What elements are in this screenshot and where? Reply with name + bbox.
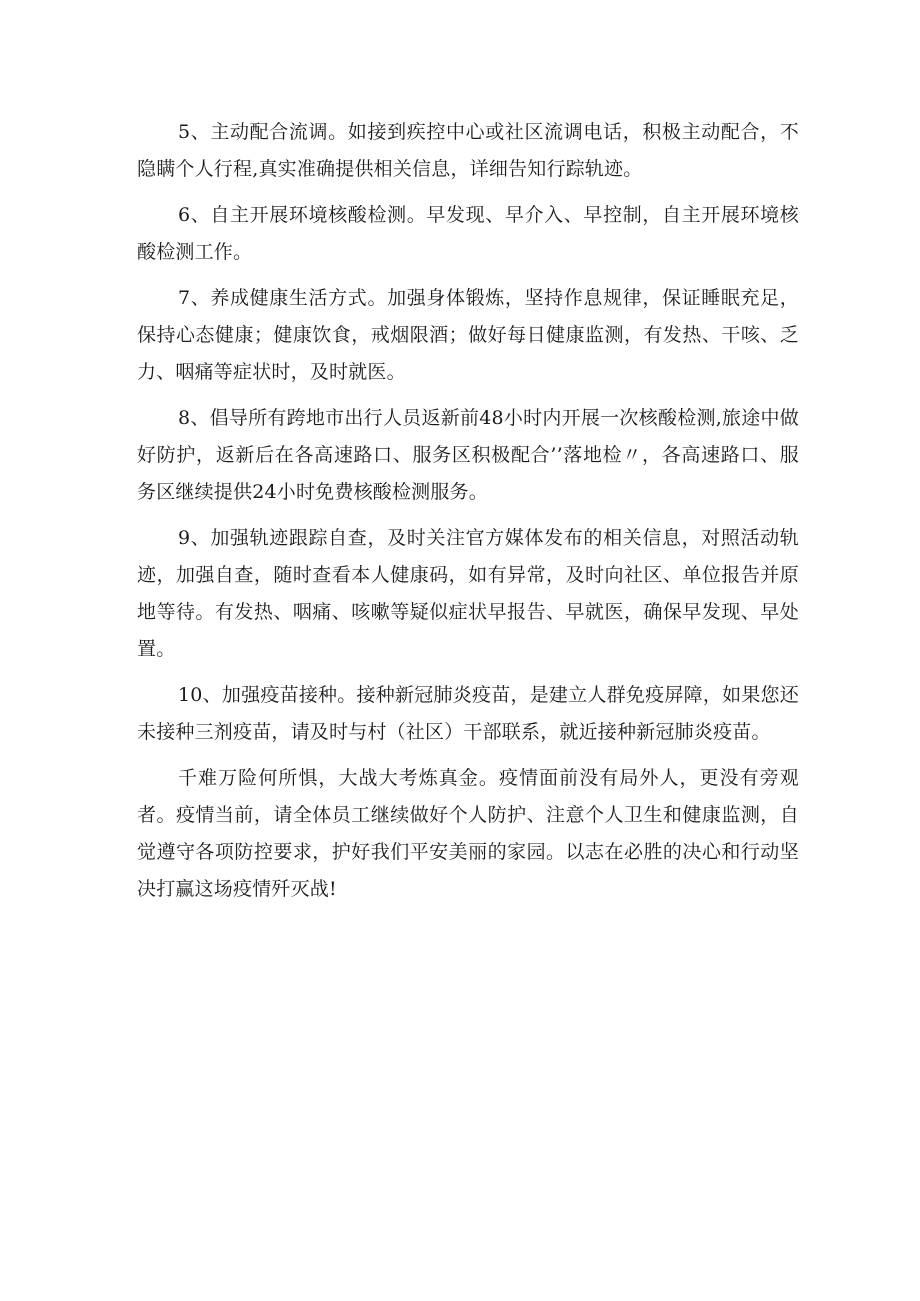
document-body [137,114,799,917]
paragraph-item-6: 6、自主开展环境核酸检测。早发现、早介入、早控制，自主开展环境核酸检测工作。 [137,204,799,263]
paragraph-item-5: 5、主动配合流调。如接到疾控中心或社区流调电话，积极主动配合，不隐瞒个人行程,真实准确提供相关信息，详细告知行踪轨迹。 [137,121,799,180]
closing-paragraph: 千难万险何所惧，大战大考炼真金。疫情面前没有局外人，更没有旁观者。疫情当前，请全体员工继续做好个人防护、注意个人卫生和健康监测，自觉遵守各项防控要求，护好我们平安美丽的家园。以志在必胜的决心和行动坚决打赢这场疫情歼灭战! [137,767,799,900]
paragraph-item-9: 9、加强轨迹跟踪自查，及时关注官方媒体发布的相关信息，对照活动轨迹，加强自查，随时查看本人健康码，如有异常，及时向社区、单位报告并原地等待。有发热、咽痛、咳嗽等疑似症状早报告、早就医，确保早发现、早处置。 [137,527,799,660]
paragraph-item-8: 8、倡导所有跨地市出行人员返新前48小时内开展一次核酸检测,旅途中做好防护，返新后在各高速路口、服务区积极配合’’落地检〃，各高速路口、服务区继续提供24小时免费核酸检测服务。 [137,407,799,503]
paragraph-item-10: 10、加强疫苗接种。接种新冠肺炎疫苗，是建立人群免疫屏障，如果您还未接种三剂疫苗，请及时与村（社区）干部联系，就近接种新冠肺炎疫苗。 [137,684,799,743]
paragraph-item-7: 7、养成健康生活方式。加强身体锻炼，坚持作息规律，保证睡眠充足，保持心态健康；健康饮食，戒烟限酒；做好每日健康监测，有发热、干咳、乏力、咽痛等症状时，及时就医。 [137,287,799,383]
